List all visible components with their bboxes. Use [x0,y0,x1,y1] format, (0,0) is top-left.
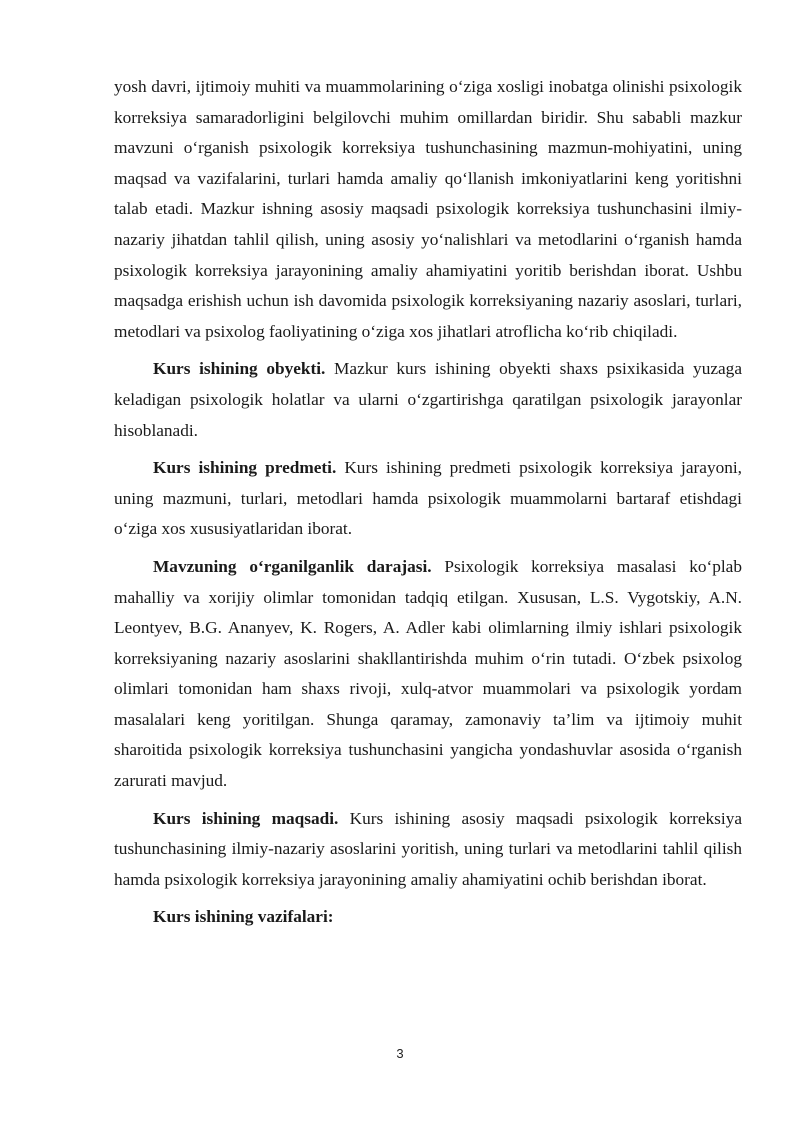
paragraph-heading: Kurs ishining predmeti. [153,458,337,478]
tasks-paragraph [114,902,742,933]
paragraph-text: Psixologik korreksiya masalasi ko‘plab mahalliy va xorijiy olimlar tomonidan tadqiq etilgan. Xususan, L.S. Vygotskiy, A.N. Leontyev, B.G. Ananyev, K. Rogers, A. Adler kabi olimlarning ilmiy ishlari psixologik korreksiyaning nazariy asoslarini shakllantirishda muhim o‘rin tutadi. O‘zbek psixolog olimlari tomonidan ham shaxs rivoji, xulq-atvor muammolari va psixologik yordam masalalari keng yoritilgan. Shunga qaramay, zamonaviy ta’lim va ijtimoiy muhit sharoitida psixologik korreksiya tushunchasini yangicha yondashuvlar asosida o‘rganish zarurati mavjud. [114,556,742,791]
page-number: 3 [396,1046,404,1061]
paragraph-heading: Kurs ishining obyekti. [153,359,326,379]
document-page [114,72,742,940]
object-paragraph [114,354,742,446]
paragraph-text: Kurs ishining asosiy maqsadi psixologik korreksiya tushunchasining ilmiy-nazariy asoslarini yoritish, uning turlari va metodlarini tahlil qilish hamda psixologik korreksiya jarayonining amaliy ahamiyatini ochib berishdan iborat. [114,808,743,889]
paragraph-heading: Kurs ishining vazifalari: [153,907,334,927]
paragraph-heading: Kurs ishining maqsadi. [153,808,339,828]
paragraph-text: yosh davri, ijtimoiy muhiti va muammolarining o‘ziga xosligi inobatga olinishi psixologik korreksiya samaradorligini belgilovchi muhim omillardan biridir. Shu sababli mazkur mavzuni o‘rganish psixologik korreksiya tushunchasining mazmun-mohiyatini, uning maqsad va vazifalarini, turlari hamda amaliy qo‘llanish imkoniyatlarini keng yoritishni talab etadi. Mazkur ishning asosiy maqsadi psixologik korreksiya tushunchasini ilmiy-nazariy jihatdan tahlil qilish, uning asosiy yo‘nalishlari va metodlarini o‘rganish hamda psixologik korreksiya jarayonining amaliy ahamiyatini yoritib berishdan iborat. Ushbu maqsadga erishish uchun ish davomida psixologik korreksiyaning nazariy asoslari, turlari, metodlari va psixolog faoliyatining o‘ziga xos jihatlari atroflicha ko‘rib chiqiladi. [114,77,742,341]
paragraph-heading: Mavzuning o‘rganilganlik darajasi. [153,556,432,576]
subject-paragraph [114,453,742,545]
goal-paragraph [114,804,742,896]
paragraph-text: Mazkur kurs ishining obyekti shaxs psixikasida yuzaga keladigan psixologik holatlar va ularni o‘zgartirishga qaratilgan psixologik jarayonlar hisoblanadi. [114,359,742,440]
paragraph-text: Kurs ishining predmeti psixologik korreksiya jarayoni, uning mazmuni, turlari, metodlari hamda psixologik muammolarni bartaraf etishdagi o‘ziga xos xususiyatlaridan iborat. [114,458,742,539]
intro-paragraph [114,72,742,347]
study-degree-paragraph [114,552,742,797]
